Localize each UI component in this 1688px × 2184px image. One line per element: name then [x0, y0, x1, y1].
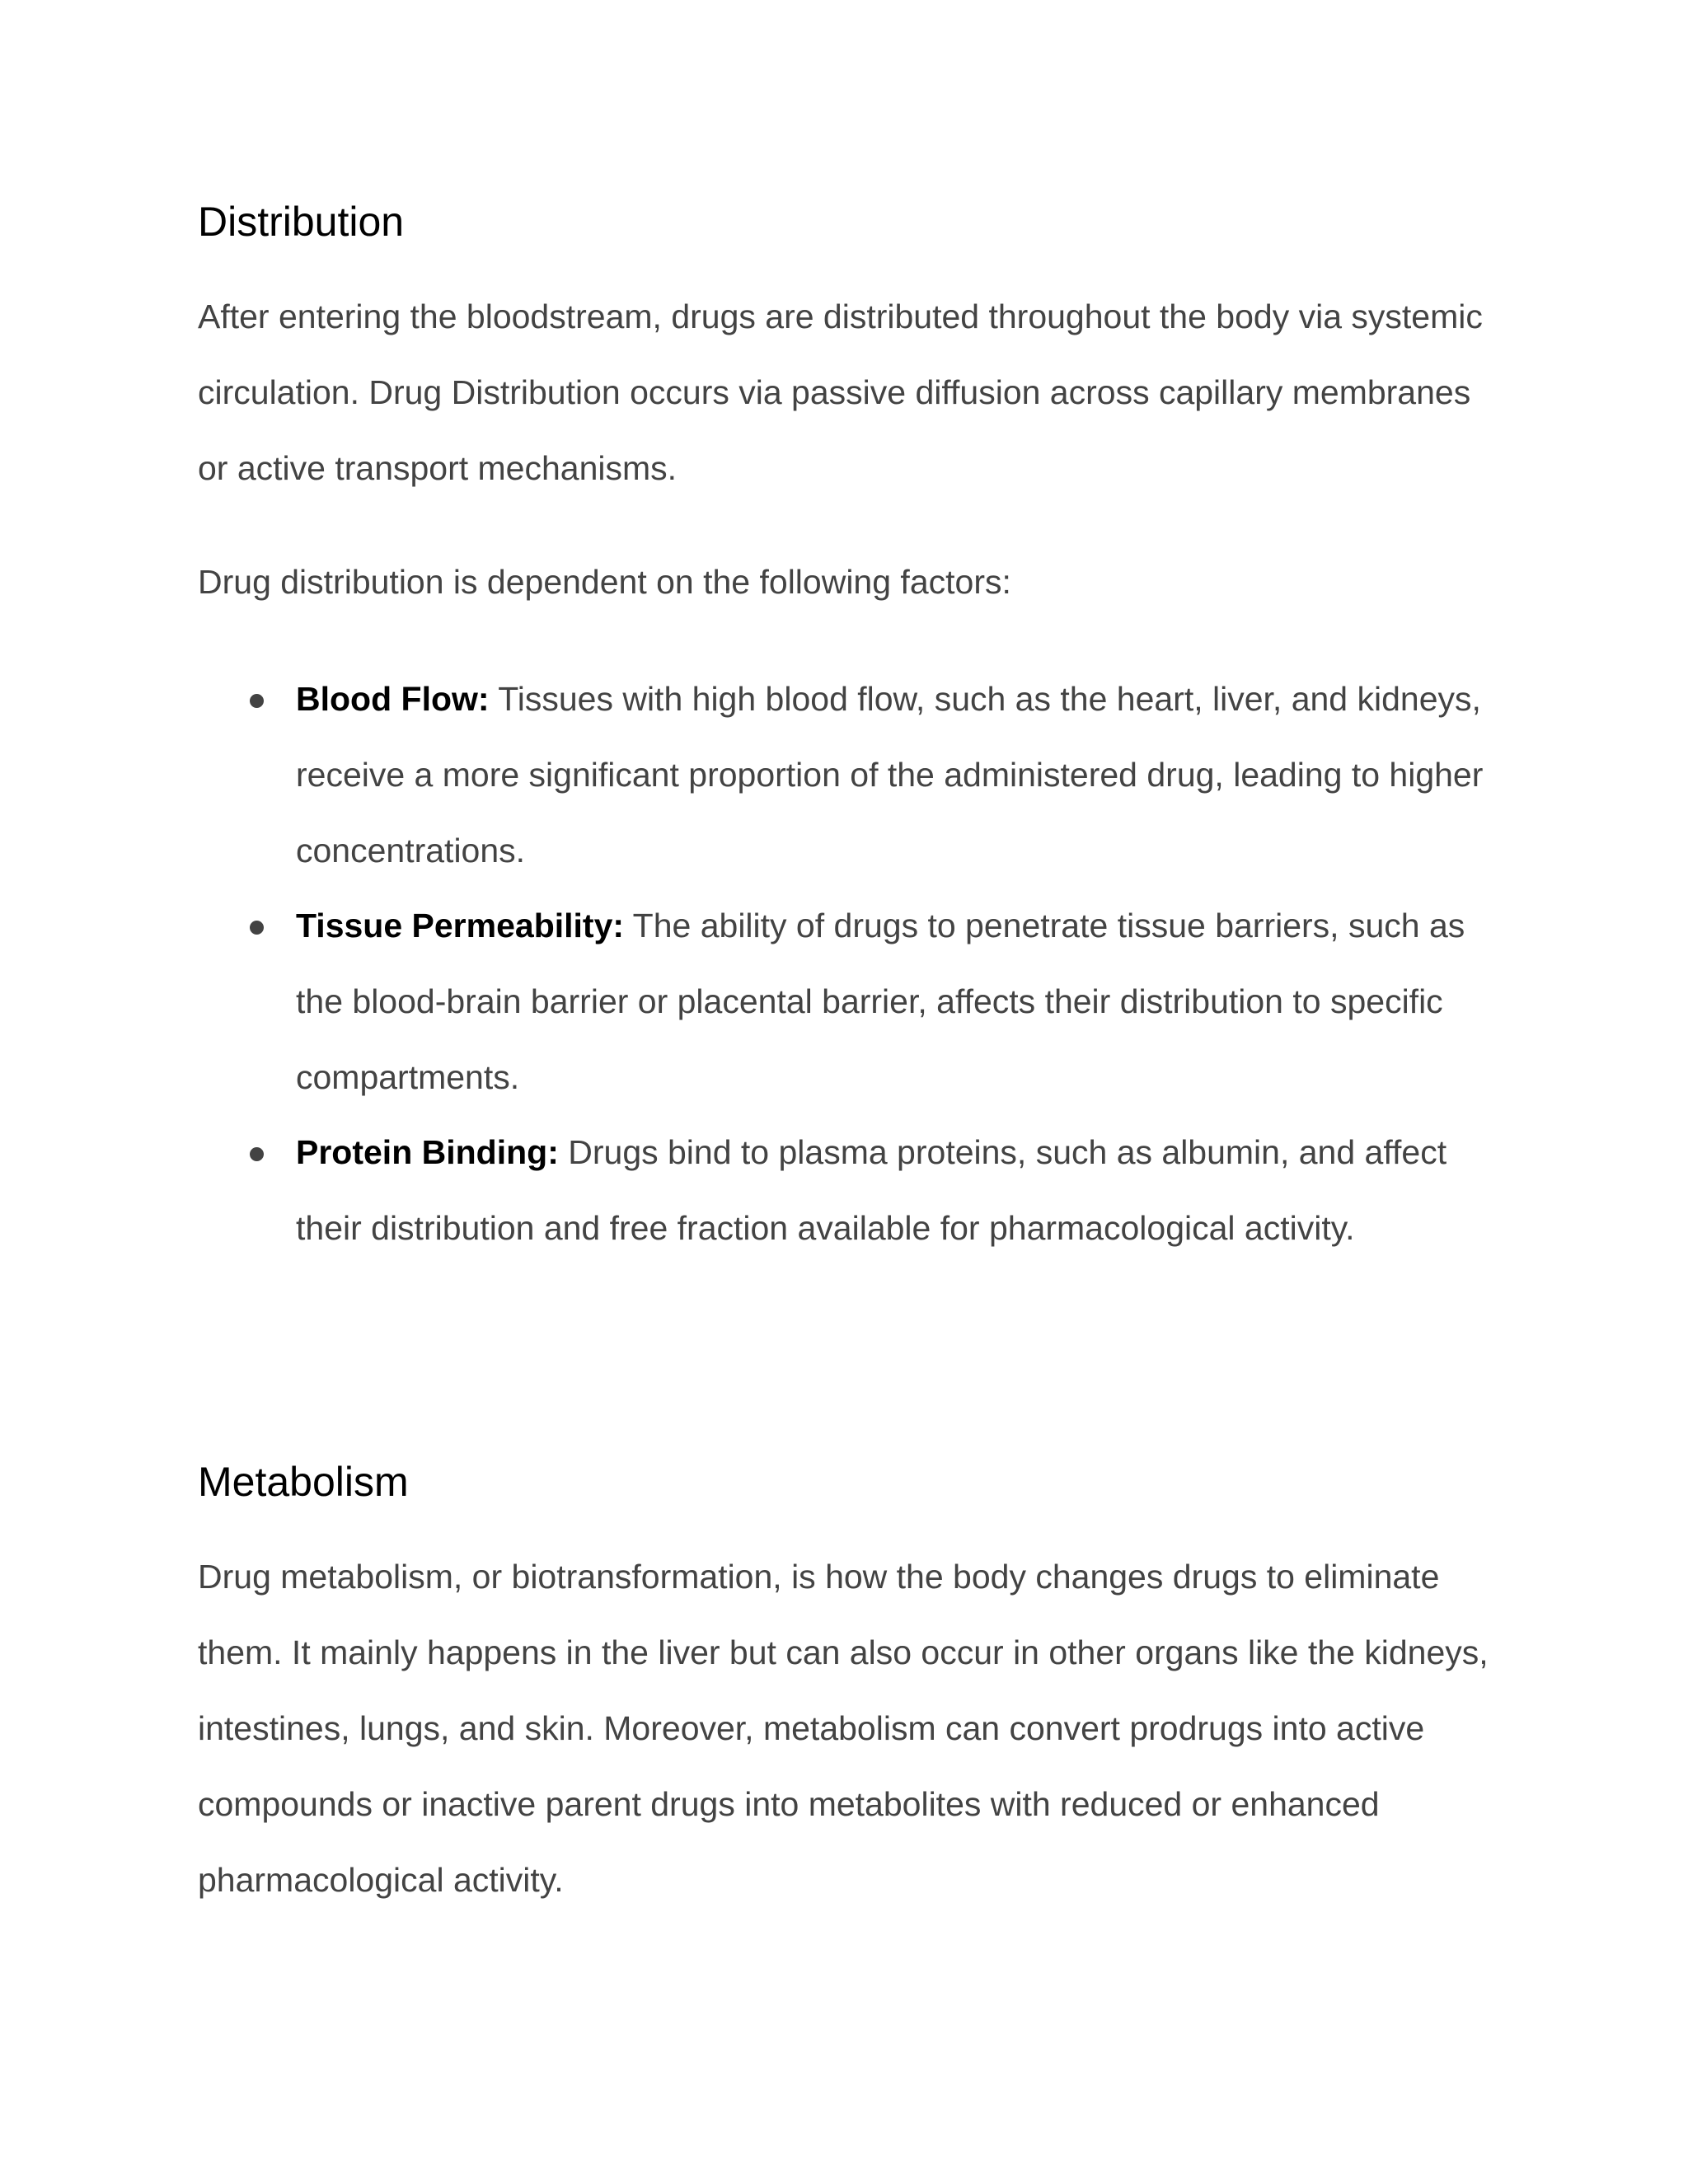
factor-text: [296, 661, 1507, 888]
section-heading-metabolism: Metabolism: [198, 1459, 409, 1505]
factor-text: [296, 888, 1507, 1115]
metabolism-paragraph: Drug metabolism, or biotransformation, is how the body changes drugs to eliminate them. It mainly happens in the liver but can also occur in other organs like the kidneys, intestines, lungs, and skin. Moreover, metabolism can convert prodrugs into active compounds or inactive parent drugs into metabolites with reduced or enhanced pharmacological activity.: [198, 1558, 1489, 1899]
factor-description: Drugs bind to plasma proteins, such as albumin, and affect their distribution and free fraction available for pharmacological activity.: [296, 1133, 1447, 1247]
bullet-icon: [250, 1147, 264, 1161]
factor-text: [296, 1114, 1507, 1266]
distribution-intro-paragraph: After entering the bloodstream, drugs are distributed throughout the body via systemic circulation. Drug Distribution occurs via passive diffusion across capillary membranes or active transport mechanisms.: [198, 298, 1483, 487]
section-heading-distribution: Distribution: [198, 199, 405, 245]
bullet-icon: [250, 694, 264, 708]
factor-description: The ability of drugs to penetrate tissue barriers, such as the blood-brain barrier or placental barrier, affects their distribution to specific compartments.: [296, 907, 1465, 1096]
factor-term: Blood Flow:: [296, 680, 490, 718]
bullet-icon: [250, 921, 264, 935]
factor-term: Protein Binding:: [296, 1133, 559, 1171]
factor-term: Tissue Permeability:: [296, 907, 625, 944]
factor-description: Tissues with high blood flow, such as the heart, liver, and kidneys, receive a more significant proportion of the administered drug, leading to higher concentrations.: [296, 680, 1484, 869]
distribution-factors-lead-in: Drug distribution is dependent on the following factors:: [198, 563, 1011, 601]
